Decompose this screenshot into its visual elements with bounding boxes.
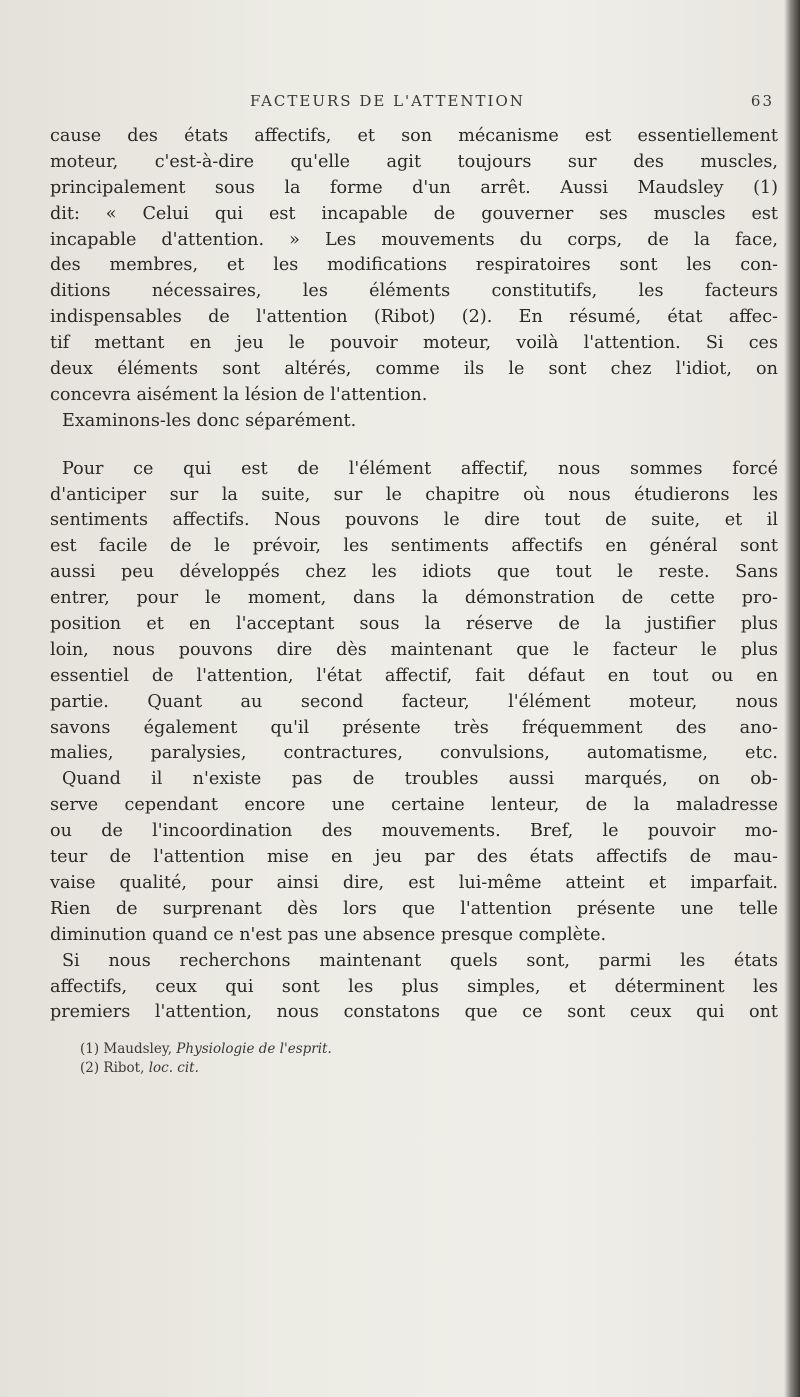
text-line: partie. Quant au second facteur, l'élément moteur, nous [50, 691, 778, 712]
text-line: affectifs, ceux qui sont les plus simples, et déterminent les [50, 976, 778, 997]
text-line: Examinons-les donc séparément. [62, 410, 357, 431]
body-text [50, 124, 778, 1026]
text-line: dit: « Celui qui est incapable de gouverner ses muscles est [50, 203, 778, 224]
footnotes [50, 1040, 778, 1078]
text-line: malies, paralysies, contractures, convulsions, automatisme, etc. [50, 743, 778, 764]
footnote-work: Physiologie de l'esprit. [176, 1041, 332, 1058]
text-line: d'anticiper sur la suite, sur le chapitre où nous étudierons les [50, 484, 778, 505]
text-line: cause des états affectifs, et son mécanisme est essentiellement [50, 126, 778, 146]
running-title: FACTEURS DE L'ATTENTION [250, 92, 525, 110]
running-head [50, 92, 778, 120]
text-line: savons également qu'il présente très fréquemment des ano- [50, 717, 778, 738]
footnote [50, 1040, 778, 1059]
text-line: diminution quand ce n'est pas une absence presque complète. [50, 924, 607, 945]
text-line: position et en l'acceptant sous la réserve de la justifier plus [50, 614, 778, 635]
text-line: des membres, et les modifications respiratoires sont les con- [50, 255, 778, 276]
text-line: concevra aisément la lésion de l'attention. [50, 384, 428, 405]
page-content [50, 92, 778, 1078]
text-line: tif mettant en jeu le pouvoir moteur, voilà l'attention. Si ces [50, 333, 778, 354]
text-line: ou de l'incoordination des mouvements. Bref, le pouvoir mo- [50, 821, 778, 842]
text-line: aussi peu développés chez les idiots que tout le reste. Sans [50, 562, 778, 583]
footnote-author: Ribot, [103, 1060, 145, 1077]
text-line: ditions nécessaires, les éléments constitutifs, les facteurs [50, 281, 778, 302]
text-line: moteur, c'est-à-dire qu'elle agit toujours sur des muscles, [50, 151, 778, 172]
footnote-work: loc. cit. [148, 1060, 199, 1077]
footnote-author: Maudsley, [103, 1041, 172, 1058]
text-line: incapable d'attention. » Les mouvements du corps, de la face, [50, 229, 778, 250]
text-line: principalement sous la forme d'un arrêt. Aussi Maudsley (1) [50, 177, 778, 198]
text-line: entrer, pour le moment, dans la démonstration de cette pro- [50, 588, 778, 609]
text-line: deux éléments sont altérés, comme ils le sont chez l'idiot, on [50, 359, 778, 380]
text-line: premiers l'attention, nous constatons que ce sont ceux qui ont [50, 1002, 778, 1023]
text-line: serve cependant encore une certaine lenteur, de la maladresse [50, 795, 778, 816]
page-number: 63 [750, 92, 774, 110]
text-line: loin, nous pouvons dire dès maintenant que le facteur le plus [50, 639, 778, 660]
text-line: indispensables de l'attention (Ribot) (2). En résumé, état affec- [50, 307, 778, 328]
text-line: Si nous recherchons maintenant quels sont, parmi les états [62, 950, 778, 971]
footnote-marker: (2) [80, 1060, 100, 1077]
text-line: vaise qualité, pour ainsi dire, est lui-même atteint et imparfait. [50, 872, 778, 893]
footnote [50, 1059, 778, 1078]
paragraph-gap [50, 435, 778, 457]
text-line: Quand il n'existe pas de troubles aussi marqués, on ob- [62, 769, 778, 790]
text-line: Rien de surprenant dès lors que l'attention présente une telle [50, 898, 778, 919]
text-line: Pour ce qui est de l'élément affectif, nous sommes forcé [62, 458, 778, 479]
footnote-marker: (1) [80, 1041, 100, 1058]
text-line: est facile de le prévoir, les sentiments affectifs en général sont [50, 536, 778, 557]
text-line: sentiments affectifs. Nous pouvons le dire tout de suite, et il [50, 510, 778, 531]
text-line: teur de l'attention mise en jeu par des états affectifs de mau- [50, 847, 778, 868]
text-line: essentiel de l'attention, l'état affectif, fait défaut en tout ou en [50, 665, 778, 686]
page-edge-shadow [784, 0, 800, 1397]
